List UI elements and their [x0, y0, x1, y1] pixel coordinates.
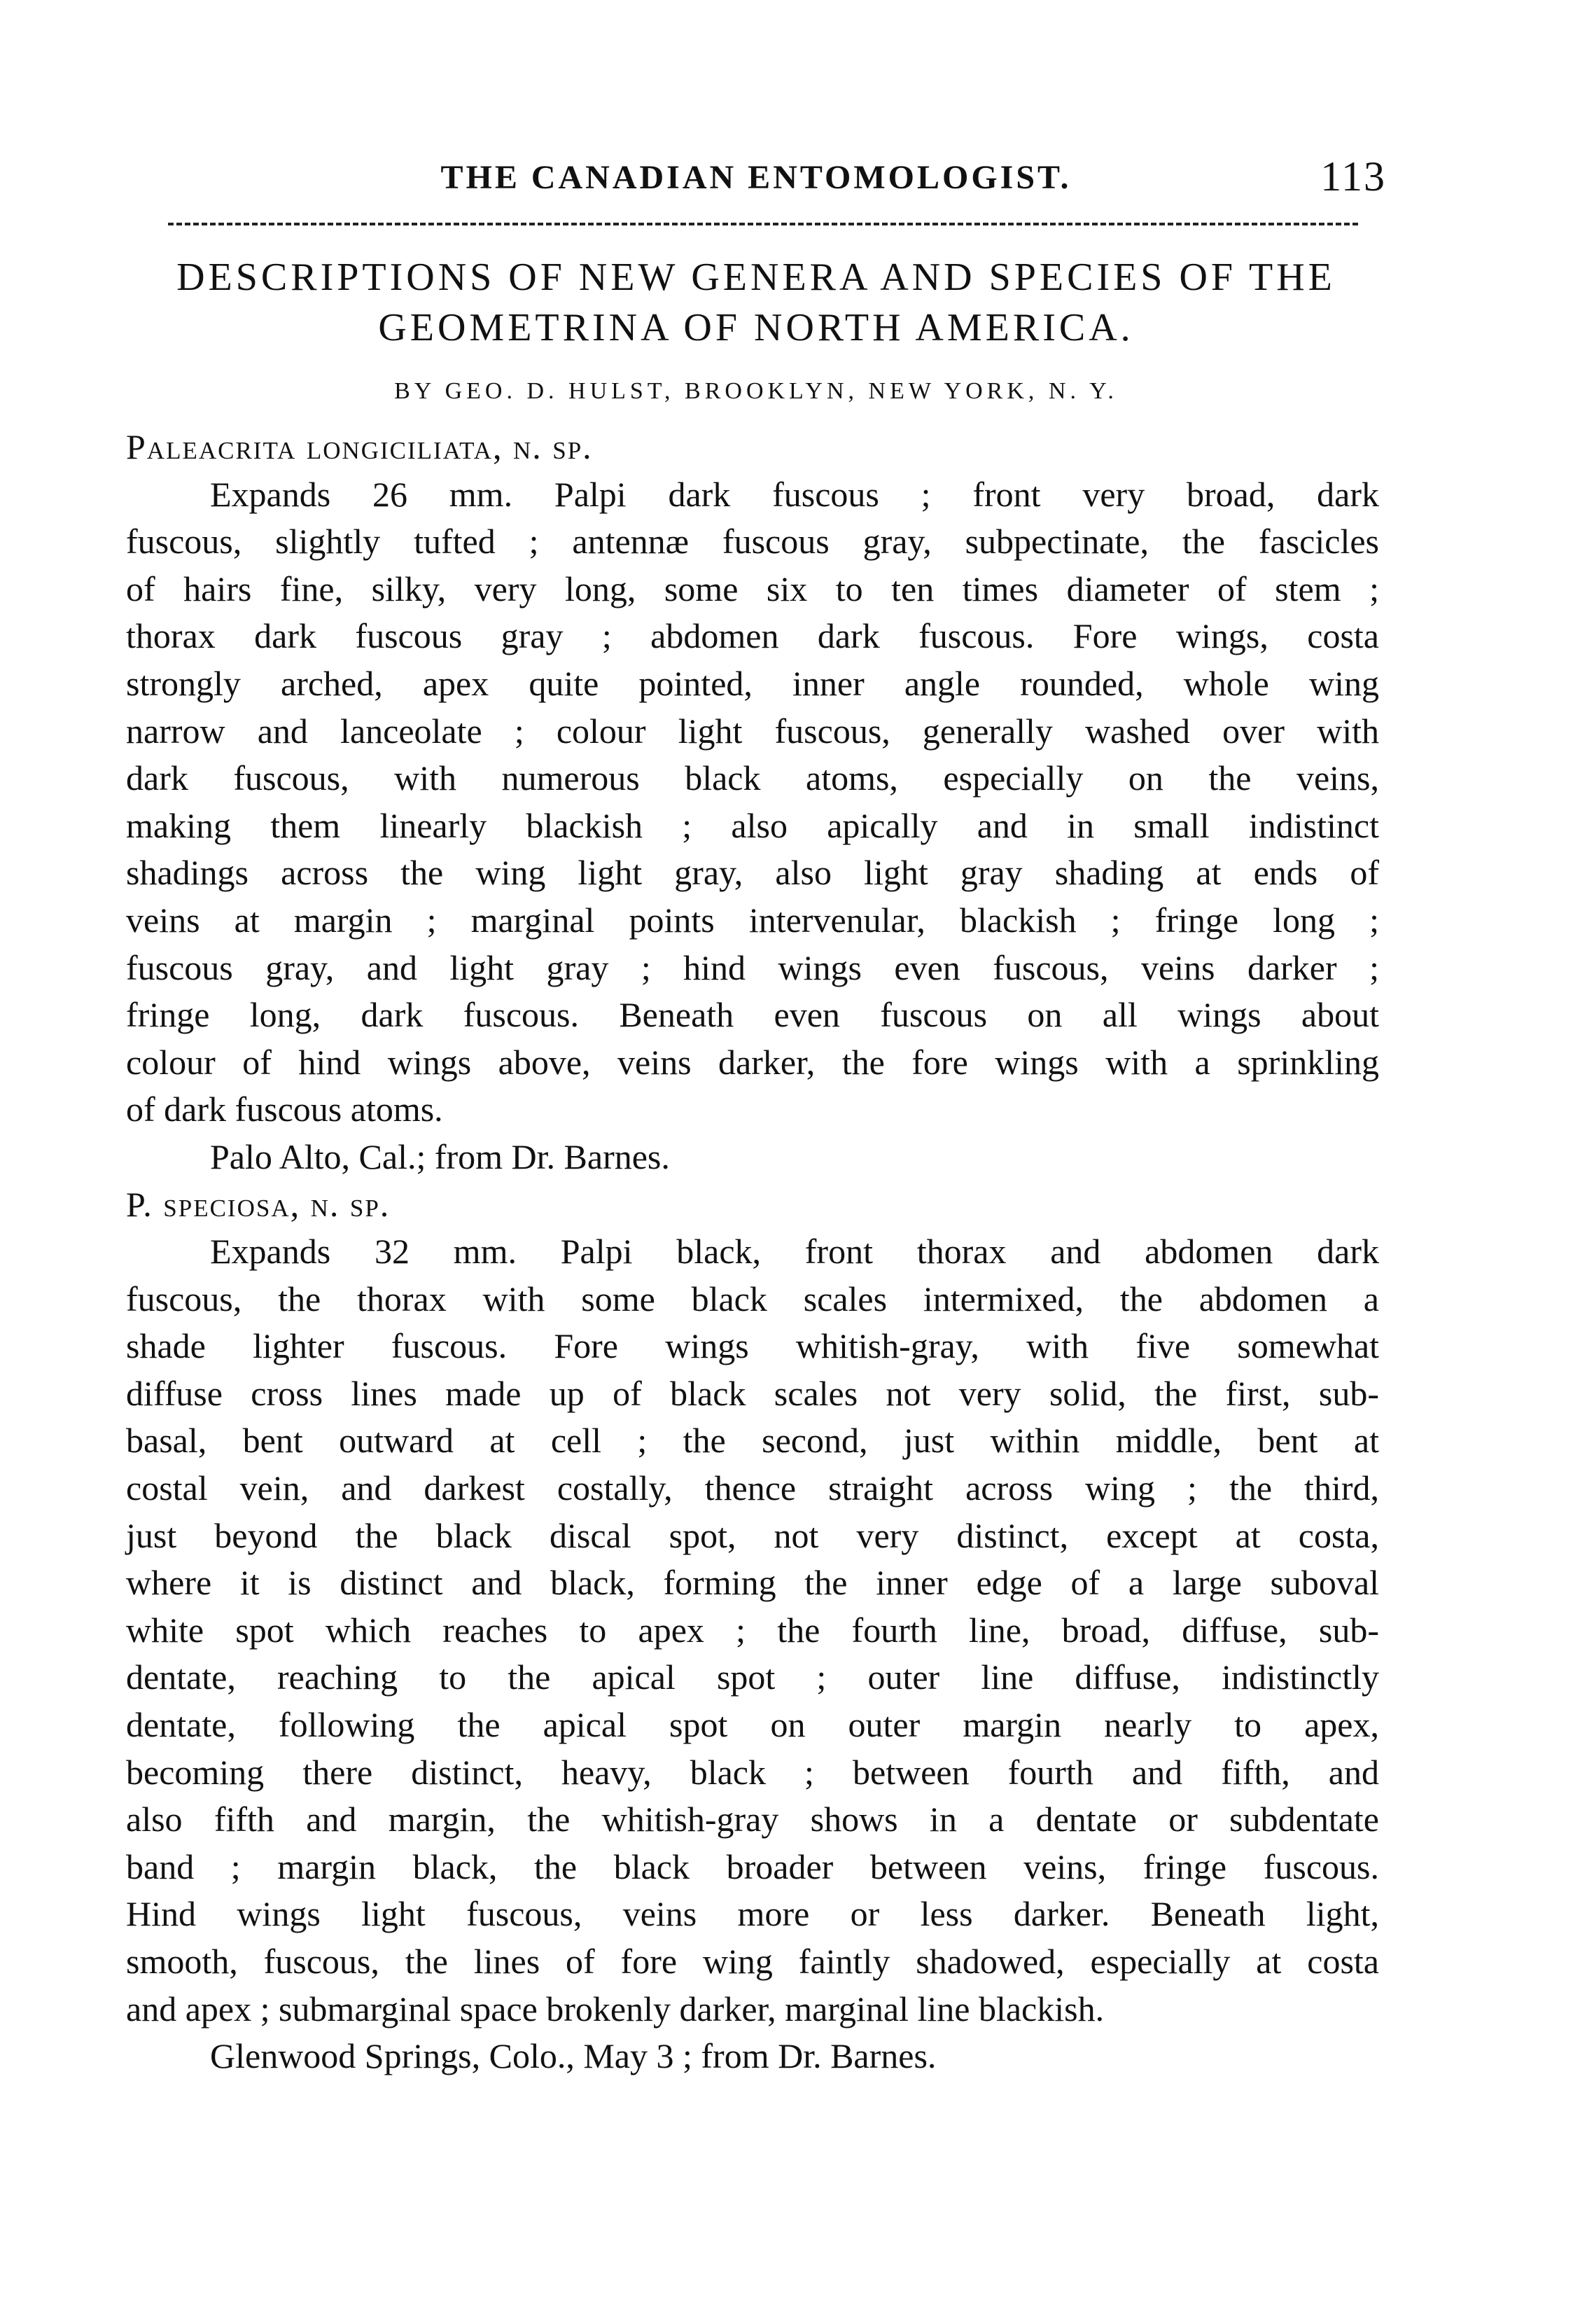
text-line: narrow and lanceolate ; colour light fuscous, generally washed over with: [126, 711, 1379, 751]
text-line: dentate, reaching to the apical spot ; outer line diffuse, indistinctly: [126, 1657, 1379, 1697]
text-line: fuscous, the thorax with some black scales intermixed, the abdomen a: [126, 1279, 1379, 1318]
article-title: [126, 252, 1386, 353]
text-line: fringe long, dark fuscous. Beneath even fuscous on all wings about: [126, 995, 1379, 1035]
journal-title: THE CANADIAN ENTOMOLOGIST.: [440, 159, 1072, 196]
article-body: [126, 424, 1379, 2080]
text-line: of dark fuscous atoms.: [126, 1090, 443, 1129]
text-line: fuscous, slightly tufted ; antennæ fuscous gray, subpectinate, the fascicles: [126, 522, 1379, 562]
text-line: strongly arched, apex quite pointed, inner angle rounded, whole wing: [126, 663, 1379, 703]
species-2-locality: Glenwood Springs, Colo., May 3 ; from Dr. Barnes.: [210, 2036, 937, 2076]
text-line: veins at margin ; marginal points intervenular, blackish ; fringe long ;: [126, 900, 1379, 940]
header-rule: [168, 223, 1358, 225]
text-line: white spot which reaches to apex ; the fourth line, broad, diffuse, sub-: [126, 1610, 1379, 1650]
text-line: making them linearly blackish ; also apically and in small indistinct: [126, 805, 1379, 845]
text-line: just beyond the black discal spot, not very distinct, except at costa,: [126, 1515, 1379, 1555]
text-line: colour of hind wings above, veins darker, the fore wings with a sprinkling: [126, 1042, 1379, 1082]
text-line: basal, bent outward at cell ; the second, just within middle, bent at: [126, 1421, 1379, 1461]
text-line: diffuse cross lines made up of black scales not very solid, the first, sub-: [126, 1373, 1379, 1413]
text-line: band ; margin black, the black broader between veins, fringe fuscous.: [126, 1846, 1379, 1886]
text-line: dentate, following the apical spot on outer margin nearly to apex,: [126, 1705, 1379, 1745]
species-1-heading: Paleacrita longiciliata, n. sp.: [126, 427, 593, 466]
author-byline: BY GEO. D. HULST, BROOKLYN, NEW YORK, N. Y.: [394, 378, 1118, 404]
species-1-description: [126, 471, 1379, 1134]
article-title-line-2: GEOMETRINA OF NORTH AMERICA.: [378, 306, 1134, 349]
article-title-line-1: DESCRIPTIONS OF NEW GENERA AND SPECIES OF THE: [176, 256, 1336, 299]
text-line: fuscous gray, and light gray ; hind wings even fuscous, veins darker ;: [126, 947, 1379, 987]
text-line: shadings across the wing light gray, also light gray shading at ends of: [126, 853, 1379, 893]
species-1-locality: Palo Alto, Cal.; from Dr. Barnes.: [210, 1136, 670, 1176]
text-line: dark fuscous, with numerous black atoms, especially on the veins,: [126, 758, 1379, 798]
text-line: of hairs fine, silky, very long, some six to ten times diameter of stem ;: [126, 569, 1379, 608]
species-2-description: [126, 1228, 1379, 2033]
text-line: becoming there distinct, heavy, black ; between fourth and fifth, and: [126, 1752, 1379, 1792]
running-head: [126, 153, 1386, 209]
text-line: shade lighter fuscous. Fore wings whitish-gray, with five somewhat: [126, 1326, 1379, 1366]
text-line: costal vein, and darkest costally, thence straight across wing ; the third,: [126, 1468, 1379, 1508]
text-line: where it is distinct and black, forming the inner edge of a large suboval: [126, 1563, 1379, 1603]
text-line: Hind wings light fuscous, veins more or less darker. Beneath light,: [126, 1894, 1379, 1934]
text-line: also fifth and margin, the whitish-gray shows in a dentate or subdentate: [126, 1800, 1379, 1839]
text-line: and apex ; submarginal space brokenly darker, marginal line blackish.: [126, 1989, 1105, 2029]
text-line: thorax dark fuscous gray ; abdomen dark fuscous. Fore wings, costa: [126, 616, 1379, 656]
text-line: smooth, fuscous, the lines of fore wing faintly shadowed, especially at costa: [126, 1942, 1379, 1981]
species-2-heading: P. speciosa, n. sp.: [126, 1184, 391, 1224]
page-number: 113: [1320, 153, 1386, 200]
text-line: Expands 26 mm. Palpi dark fuscous ; front very broad, dark: [210, 474, 1379, 514]
text-line: Expands 32 mm. Palpi black, front thorax and abdomen dark: [210, 1232, 1379, 1272]
